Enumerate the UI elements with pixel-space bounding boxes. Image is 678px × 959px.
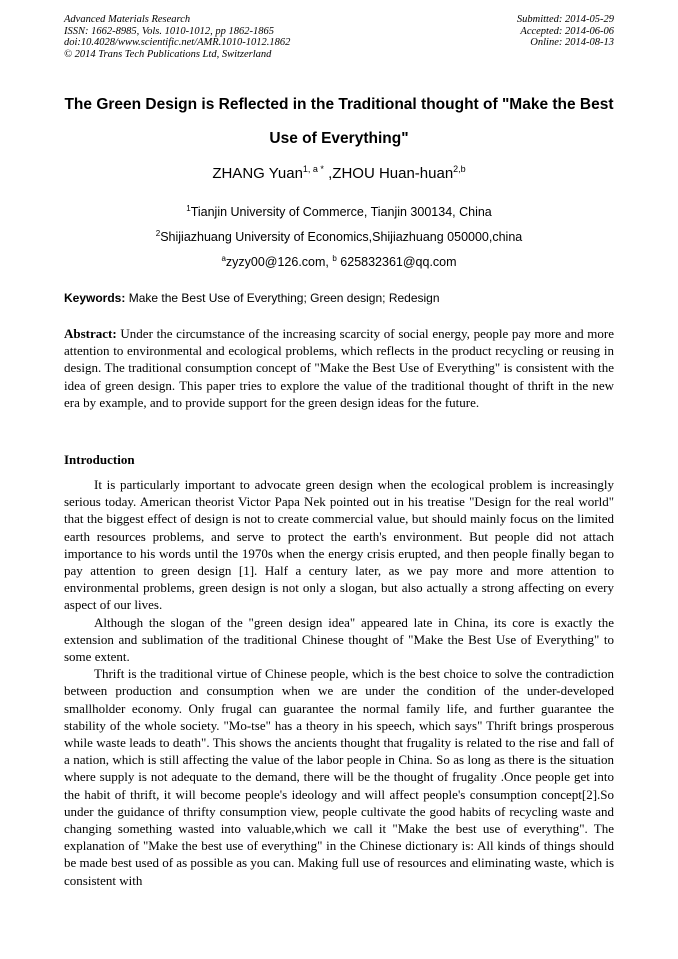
- email-link[interactable]: 625832361@qq.com: [336, 255, 457, 270]
- email-marker: b: [332, 254, 337, 263]
- introduction-body: [64, 476, 614, 889]
- paper-title: The Green Design is Reflected in the Traditional thought of "Make the Best Use of Everything": [64, 96, 614, 147]
- author-name: ZHOU Huan-huan: [332, 165, 454, 182]
- email-link[interactable]: zyzy00@126.com,: [225, 255, 333, 270]
- author-affil-marker: 2,b: [453, 164, 466, 174]
- affiliation-marker: 1: [186, 204, 191, 213]
- abstract: [64, 325, 614, 411]
- affiliation-text: Tianjin University of Commerce, Tianjin 300134, China: [190, 205, 492, 220]
- paragraph: It is particularly important to advocate green design when the ecological problem is increasingly serious today. American theorist Victor Papa Nek pointed out in his treatise "Design for the real world" that the biggest effect of design is not to create commercial value, but should mainly focus on the limited earth resources problems, and serve to protect the earth's environment. But people did not attach importance to his words until the 1970s when the energy crisis erupted, and then people finally began to pay attention to green design [1]. Half a century later, as we pay more and more attention to environmental problems, green design is not only a slogan, but also actually a strong affecting on every aspect of our lives.: [64, 477, 614, 613]
- paragraph: Thrift is the traditional virtue of Chinese people, which is the best choice to solve the contradiction between production and consumption when we are under the condition of the under-developed smallholder economy. Only frugal can guarantee the normal family life, and further guarantee the stability of the whole society. "Mo-tse" has a theory in his speech, which says" Thrift brings prosperous while waste leads to death". This shows the ancients thought that frugality is related to the rise and fall of a nation, which is still affecting the value of the labor people in China. So as long as there is the situation where supply is not adequate to the demand, there will be the thought of frugality .Once people get into the habit of thrift, it will become people's ideology and will affect people's consumption concept[2].So under the guidance of thrifty consumption view, people cultivate the good habits of recycling waste and changing something wasted into valuable,which we call it "Make the best use of everything". The explanation of "Make the best use of everything" in the Chinese dictionary is: All kinds of things should be made best used of as possible as you can. Making full use of resources and eliminating waste, which is consistent with: [64, 666, 614, 888]
- author-name: ZHANG Yuan: [212, 165, 303, 182]
- affiliation: [64, 229, 614, 244]
- journal-info: [64, 14, 290, 60]
- section-heading: Introduction: [64, 452, 135, 467]
- abstract-text: Under the circumstance of the increasing scarcity of social energy, people pay more and more attention to environmental and ecological problems, which reflects in the product recycling or reusing in design. The traditional consumption concept of "Make the Best Use of Everything" is consistent with the idea of green design. This paper tries to explore the value of the traditional thought of thrift in the new era by example, and to provide support for the green design ideas for the future.: [64, 326, 614, 410]
- keywords-label: Keywords:: [64, 291, 126, 305]
- accepted-date: Accepted: 2014-06-06: [520, 25, 614, 37]
- author-line: [64, 164, 614, 182]
- keywords-text: Make the Best Use of Everything; Green design; Redesign: [125, 291, 440, 305]
- doi-line: doi:10.4028/www.scientific.net/AMR.1010-1012.1862: [64, 37, 291, 48]
- keywords: [64, 291, 614, 305]
- author-separator: ,: [323, 165, 333, 182]
- journal-name: Advanced Materials Research: [64, 14, 191, 25]
- paragraph: Although the slogan of the "green design idea" appeared late in China, its core is exactly the extension and sublimation of the traditional Chinese thought of "Make the Best Use of Everything" to some extent.: [64, 614, 614, 665]
- issn-line: ISSN: 1662-8985, Vols. 1010-1012, pp 1862-1865: [64, 25, 274, 37]
- email-marker: a: [221, 254, 226, 263]
- submitted-date: Submitted: 2014-05-29: [516, 14, 614, 25]
- copyright-line: © 2014 Trans Tech Publications Ltd, Switzerland: [64, 48, 272, 60]
- affiliation-text: Shijiazhuang University of Economics,Shijiazhuang 050000,china: [160, 230, 523, 245]
- affiliation: [64, 204, 614, 219]
- abstract-label: Abstract:: [64, 326, 117, 341]
- publication-dates: [517, 14, 614, 49]
- affiliation-marker: 2: [155, 229, 161, 238]
- author-affil-marker: 1, a *: [302, 164, 324, 174]
- online-date: Online: 2014-08-13: [530, 37, 614, 48]
- author-emails: [64, 254, 614, 269]
